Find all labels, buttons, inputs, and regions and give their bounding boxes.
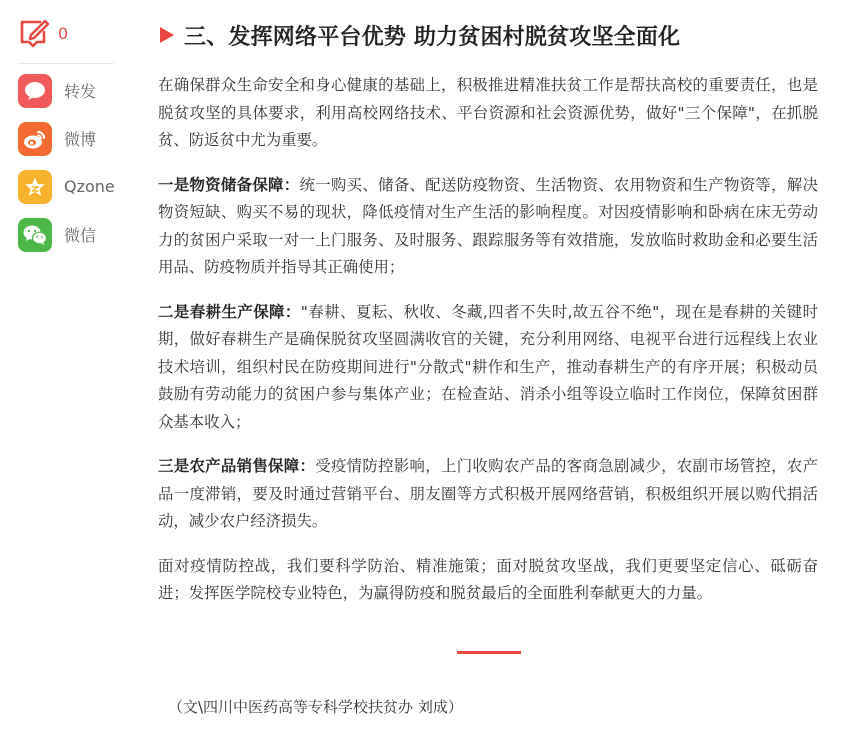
sidebar-divider — [18, 63, 114, 64]
share-repost-label: 转发 — [64, 82, 97, 101]
share-wechat-label: 微信 — [64, 226, 97, 245]
point-lead-3: 三是农产品销售保障： — [158, 457, 316, 475]
point-paragraph-1 — [158, 172, 818, 282]
wechat-icon — [18, 218, 52, 252]
point-lead-1: 一是物资储备保障： — [158, 175, 300, 194]
share-weibo-label: 微博 — [64, 130, 97, 149]
section-heading — [158, 18, 818, 52]
point-text-3: 受疫情防控影响，上门收购农产品的客商急剧减少，农副市场管控，农产品一度滞销，要及时通过营销平台、朋友圈等方式积极开展网络营销，积极组织开展以购代捐活动，减少农户经济损失。 — [158, 457, 818, 530]
share-weibo-button[interactable] — [18, 120, 116, 157]
comment-count: 0 — [58, 23, 69, 43]
share-wechat-button[interactable] — [18, 216, 116, 253]
article-body — [158, 18, 818, 608]
weibo-icon — [18, 122, 52, 156]
share-sidebar — [18, 16, 116, 264]
point-paragraph-2 — [158, 299, 818, 437]
point-text-1: 统一购买、储备、配送防疫物资、生活物资、农用物资和生产物资等，解决物资短缺、购买不易的现状，降低疫情对生产生活的影响程度。对因疫情影响和卧病在床无劳动力的贫困户采取一对一上门服务、及时服务、跟踪服务等有效措施，发放临时救助金和必要生活用品、防疫物质并指导其正确使用； — [158, 175, 818, 276]
article-end-divider — [457, 651, 521, 654]
point-text-2: "春耕、夏耘、秋收、冬藏,四者不失时,故五谷不绝"，现在是春耕的关键时期，做好春耕生产是确保脱贫攻坚圆满收官的关键，充分利用网络、电视平台进行远程线上农业技术培训，组织村民在防疫期间进行"分散式"耕作和生产，推动春耕生产的有序开展；积极动员鼓励有劳动能力的贫困户参与集体产业；在检查站、消杀小组等设立临时工作岗位，保障贫困群众基本收入； — [158, 302, 818, 431]
point-lead-2: 二是春耕生产保障： — [158, 302, 301, 321]
point-paragraph-3 — [158, 453, 818, 536]
repost-icon — [18, 74, 52, 108]
share-repost-button[interactable] — [18, 72, 116, 109]
section-title: 三、发挥网络平台优势 助力贫困村脱贫攻坚全面化 — [184, 24, 681, 50]
triangle-marker-icon — [160, 27, 174, 43]
author-byline: （文\四川中医药高等专科学校扶贫办 刘成） — [168, 698, 463, 716]
share-qzone-label: Qzone — [64, 177, 115, 196]
closing-paragraph: 面对疫情防控战，我们要科学防治、精准施策；面对脱贫攻坚战，我们更要坚定信心、砥砺奋进；发挥医学院校专业特色，为赢得防疫和脱贫最后的全面胜利奉献更大的力量。 — [158, 556, 818, 602]
comment-edit-icon — [18, 17, 50, 49]
qzone-star-icon — [18, 170, 52, 204]
comment-button[interactable] — [18, 16, 116, 50]
share-qzone-button[interactable] — [18, 168, 116, 205]
intro-paragraph: 在确保群众生命安全和身心健康的基础上，积极推进精准扶贫工作是帮扶高校的重要责任，也是脱贫攻坚的具体要求，利用高校网络技术、平台资源和社会资源优势，做好"三个保障"，在抓脱贫、防返贫中尤为重要。 — [158, 76, 818, 149]
